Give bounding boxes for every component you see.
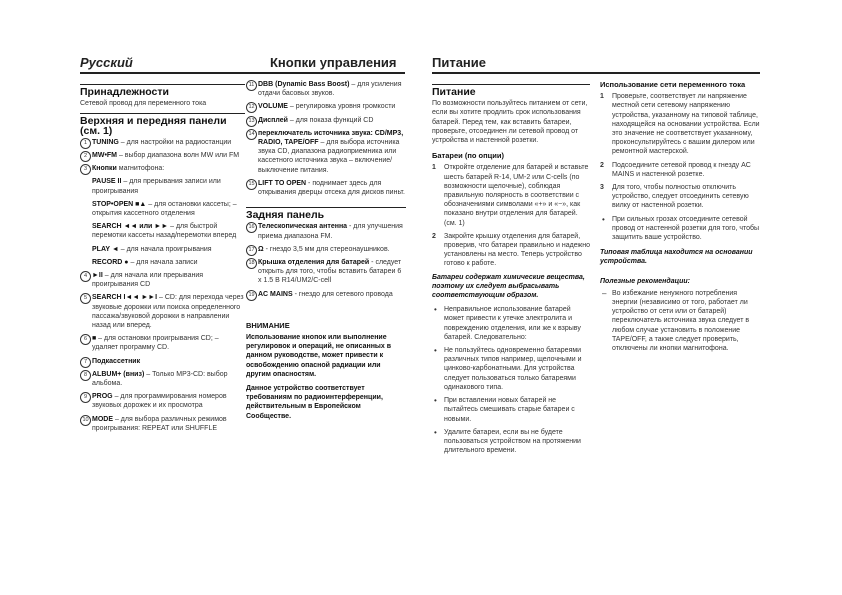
item-key: Ω <box>258 245 264 253</box>
item-text: – для показа функций CD <box>287 116 374 124</box>
item-key: переключатель источника звука: CD/MP3, RADIO, TAPE/OFF <box>258 129 404 147</box>
list-item <box>80 258 245 267</box>
step-item: 1 Откройте отделение для батарей и вставьте шесть батарей R-14, UM-2 или C-cells (по возможности щелочные), соблюдая правильную полярность в соответствии с обозначениями символами «+» и «−», как показано внутри отделения для батарей. (см. 1) <box>432 164 589 227</box>
list-item <box>80 151 245 160</box>
bullet-item: • При вставлении новых батарей не пытайтесь смешивать старые батареи с новыми. <box>434 396 575 423</box>
item-number: 11 <box>246 80 257 91</box>
item-key: STOP•OPEN ■▲ <box>92 200 147 208</box>
header-controls: Кнопки управления <box>270 55 397 70</box>
item-number: 5 <box>80 293 91 304</box>
item-number: 12 <box>246 102 257 113</box>
step-item: 2 Закройте крышку отделения для батарей, проверив, что батареи правильно и надежно установлены на место. Теперь устройство готово к работе. <box>432 232 590 268</box>
item-text: – для программирования номеров звуковых дорожек и их просмотра <box>92 393 227 410</box>
item-key: AC MAINS <box>258 290 293 298</box>
bullet-item: • Неправильное использование батарей может привести к утечке электролита и повреждению отделения, или же к взрыву батарей. Следовательно: <box>434 305 581 341</box>
item-text: - следует открыть для того, чтобы вставить батареи 6 x 1.5 B R14/UM2/C-cell <box>258 259 402 285</box>
item-text: – CD: для перехода через звуковые дорожки или поиска определенного пассажа/звуковой дорожки в направлении назад или вперед. <box>92 294 244 330</box>
type-plate-note: Типовая таблица находится на основании устройства. <box>600 249 753 266</box>
list-item <box>246 179 406 197</box>
item-text: - гнездо 3,5 мм для стереонаушников. <box>263 245 390 253</box>
item-key: LIFT TO OPEN <box>258 179 307 187</box>
list-item <box>246 258 406 286</box>
item-number: 3 <box>80 164 91 175</box>
item-text: – для начала проигрывания <box>118 245 212 253</box>
item-number: 7 <box>80 357 91 368</box>
item-number: 18 <box>246 258 257 269</box>
item-key: ►II <box>92 272 103 280</box>
list-item <box>80 222 245 240</box>
item-number: 16 <box>246 222 257 233</box>
list-item <box>246 245 406 254</box>
list-item <box>80 177 245 195</box>
bullet-item: • Не пользуйтесь одновременно батареями различных типов например, щелочными и цинково-карбонатными. Для устройства следует пользоваться только батареями одинакового типа. <box>434 346 582 391</box>
item-key: PAUSE II <box>92 178 122 186</box>
item-key: DBB (Dynamic Bass Boost) <box>258 81 350 88</box>
battery-steps <box>432 163 590 268</box>
ac-steps <box>600 92 760 210</box>
item-key: VOLUME <box>258 103 288 111</box>
warning-title: ВНИМАНИЕ <box>246 320 290 330</box>
rear-list <box>246 222 406 298</box>
item-text: – для выбора источника звука CD, диапазона радиоприемника или кассетного источника звука – включение/выключение питания. <box>258 139 400 174</box>
item-number: 15 <box>246 179 257 190</box>
item-number: 1 <box>80 138 91 149</box>
item-text: – для начала или прерывания проигрывания CD <box>92 272 204 289</box>
item-text: – для усиления отдачи басовых звуков. <box>258 81 402 98</box>
list-item <box>80 138 245 147</box>
rear-panel-title: Задняя панель <box>246 207 406 220</box>
list-item <box>246 222 406 240</box>
list-item <box>80 200 245 218</box>
battery-warning: Батареи содержат химические вещества, поэтому их следует выбрасывать соответствующим образом. <box>432 273 585 300</box>
list-item <box>80 334 245 352</box>
column-1 <box>80 80 245 437</box>
item-key: PLAY ◄ <box>92 245 119 253</box>
list-item <box>246 80 406 98</box>
item-text: магнитофона: <box>116 165 165 173</box>
item-text: - поднимает здесь для открывания дверцы отсека для дисков пиньт. <box>258 179 405 197</box>
power-intro: По возможности пользуйтесь питанием от сети, если вы хотите продлить срок использования батарей. Перед тем, как вставить батареи, проверьте, отсоединен ли сетевой провод от устройства и настенной розетки. <box>432 100 588 145</box>
list-item <box>80 271 245 289</box>
item-text: – для остановки кассеты; – открытия кассетного отделения <box>92 200 237 218</box>
item-text: – для выбора различных режимов проигрывания: REPEAT или SHUFFLE <box>92 415 227 432</box>
item-text: – для быстрой перемотки кассеты назад/перемотки вперед <box>92 223 237 240</box>
item-text: – Только MP3-CD: выбор альбома. <box>92 370 228 388</box>
list-item <box>246 116 406 125</box>
item-key: Кнопки <box>92 165 117 173</box>
list-item <box>246 290 406 299</box>
item-key: MW•FM <box>92 152 117 160</box>
ac-title: Использование сети переменного тока <box>600 80 746 89</box>
item-text: – для прерывания записи или проигрывания <box>92 178 221 195</box>
item-key: SEARCH I◄◄ ►►I <box>92 294 158 302</box>
item-key: ALBUM+ (вниз) <box>92 370 145 378</box>
item-key: Телескопическая антенна <box>258 223 348 231</box>
item-key: MODE <box>92 415 113 423</box>
bullet-item: • Удалите батареи, если вы не будете пользоваться устройством на протяжении длительного времени. <box>434 427 581 455</box>
item-key: SEARCH ◄◄ или ►► <box>92 223 169 231</box>
step-item: 3 Для того, чтобы полностью отключить устройство, следует отсоединить сетевую вилку от настенной розетки. <box>600 184 749 210</box>
item-text: – выбор диапазона волн MW или FM <box>117 152 240 160</box>
list-item <box>246 129 406 175</box>
item-key: ■ <box>92 335 97 343</box>
battery-bullets <box>432 305 590 455</box>
item-number: 10 <box>80 415 91 426</box>
item-text: – для остановки проигрывания CD; – удаляет программу CD. <box>92 335 219 352</box>
list-item <box>80 164 245 173</box>
item-number: 17 <box>246 245 257 256</box>
controls-list-2 <box>246 80 406 197</box>
item-number: 2 <box>80 151 91 162</box>
header-rule-left <box>80 72 405 74</box>
language-label: Русский <box>80 55 133 70</box>
column-3 <box>432 80 590 459</box>
item-number: 14 <box>246 129 257 140</box>
item-number: 19 <box>246 290 257 301</box>
item-text: - гнездо для сетевого провода <box>292 290 393 298</box>
tips-title: Полезные рекомендации: <box>600 277 690 285</box>
batteries-title: Батареи (по опции) <box>432 151 504 161</box>
controls-list <box>80 138 245 433</box>
list-item <box>80 357 245 366</box>
item-number: 6 <box>80 334 91 345</box>
item-key: TUNING <box>92 138 119 146</box>
panel-title: Верхняя и передняя панели (см. 1) <box>80 113 245 135</box>
list-item <box>80 370 245 388</box>
header-rule-right <box>432 72 760 74</box>
warning-text-1: Использование кнопок или выполнение регулировок и операций, не описанных в данном руководстве, может привести к освобождению опасной радиации или другим опасностям. <box>246 334 392 378</box>
list-item <box>80 245 245 254</box>
item-number: 8 <box>80 370 91 381</box>
item-text: – для начала записи <box>128 258 198 266</box>
item-key: Подкассетник <box>92 357 141 365</box>
header-power: Питание <box>432 55 487 70</box>
item-key: Крышка отделения для батарей <box>258 259 370 267</box>
item-number: 9 <box>80 392 91 403</box>
item-text: - для улучшения приема диапазона FM. <box>258 223 403 240</box>
accessories-title: Принадлежности <box>80 84 245 97</box>
item-number: 13 <box>246 116 257 127</box>
item-text: – регулировка уровня громкости <box>287 103 396 111</box>
step-item: 2 Подсоедините сетевой провод к гнезду AC MAINS и настенной розетке. <box>600 161 751 178</box>
warning-text-2: Данное устройство соответствует требованиям по радиоинтерференции, действительным в Европейском Сообществе. <box>246 385 383 420</box>
item-number: 4 <box>80 271 91 282</box>
column-2 <box>246 80 406 426</box>
power-title: Питание <box>432 84 590 97</box>
list-item <box>246 102 406 111</box>
column-4 <box>600 80 760 357</box>
list-item <box>80 392 245 410</box>
step-item: 1 Проверьте, соответствует ли напряжение местной сети сетевому напряжению устройства, указанному на типовой таблице, находящейся на основании устройства. Если это значение не соответствует указанному, проконсультируйтесь с вашим дилером или ремонтной мастерской. <box>600 93 760 156</box>
ac-bullet: • При сильных грозах отсоедините сетевой провод от настенной розетки для того, чтобы защитить ваше устройство. <box>602 214 760 242</box>
tip-item: – Во избежание ненужного потребления энергии (независимо от того, работает ли устройство от сети или от батарей) переключатель источника звука следует в любом случае установить в положение TAPE/OFF, а также следует проверить, отключены ли кнопки магнитофона. <box>602 288 750 353</box>
list-item <box>80 293 245 330</box>
item-key: PROG <box>92 393 113 401</box>
item-text: – для настройки на радиостанции <box>118 138 232 146</box>
accessories-text: Сетевой провод для переменного тока <box>80 100 207 108</box>
item-key: RECORD ● <box>92 258 129 266</box>
list-item <box>80 415 245 433</box>
item-key: Дисплей <box>258 116 288 124</box>
